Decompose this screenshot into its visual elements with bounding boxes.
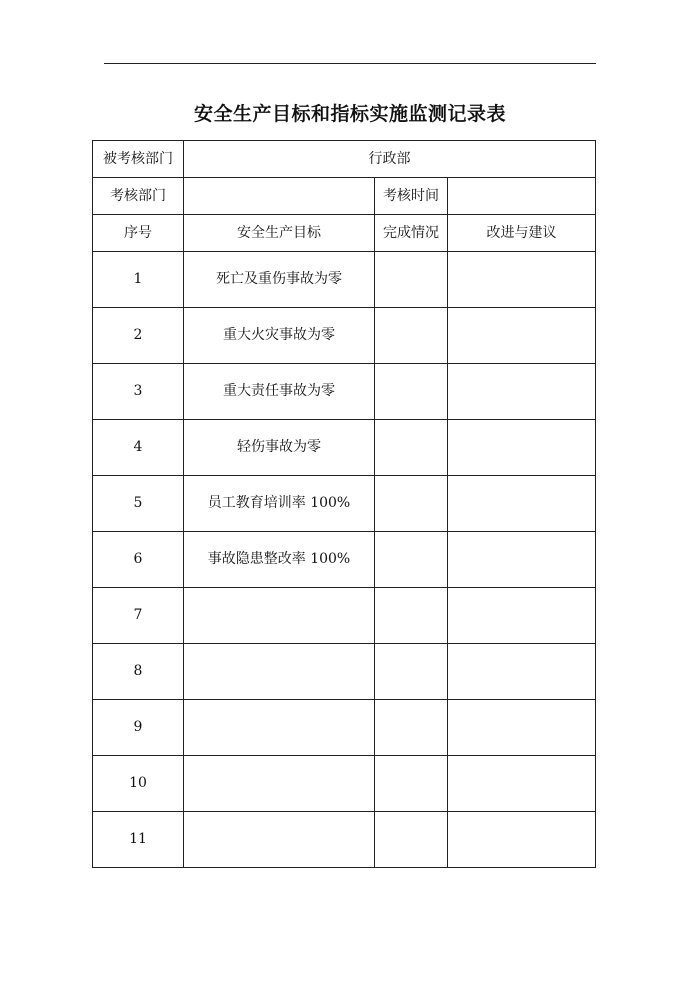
assessed-dept-value[interactable]: 行政部 [184, 141, 596, 178]
row-goal-cell: 事故隐患整改率 100% [184, 532, 375, 588]
row-goal-cell [184, 588, 375, 644]
assessed-dept-label: 被考核部门 [93, 141, 184, 178]
table-row [93, 420, 596, 476]
table-row [93, 308, 596, 364]
row-status-cell[interactable] [375, 756, 448, 812]
assessing-dept-field[interactable] [184, 178, 375, 215]
row-status-cell[interactable] [375, 252, 448, 308]
row-suggestion-cell[interactable] [448, 476, 596, 532]
row-suggestion-cell[interactable] [448, 420, 596, 476]
row-status-cell[interactable] [375, 476, 448, 532]
table-row [93, 588, 596, 644]
row-goal-cell [184, 756, 375, 812]
row-suggestion-cell[interactable] [448, 644, 596, 700]
row-status-cell[interactable] [375, 532, 448, 588]
row-goal-cell [184, 644, 375, 700]
document-title: 安全生产目标和指标实施监测记录表 [193, 103, 506, 125]
row-index-cell: 1 [93, 252, 184, 308]
row-index-cell: 7 [93, 588, 184, 644]
row-status-cell[interactable] [375, 644, 448, 700]
record-table-body [93, 141, 596, 868]
row-goal-cell: 死亡及重伤事故为零 [184, 252, 375, 308]
row-suggestion-cell[interactable] [448, 532, 596, 588]
row-index-cell: 11 [93, 812, 184, 868]
row-suggestion-cell[interactable] [448, 364, 596, 420]
row-suggestion-cell[interactable] [448, 308, 596, 364]
row-goal-cell: 员工教育培训率 100% [184, 476, 375, 532]
row-goal-cell [184, 812, 375, 868]
monitoring-record-table [92, 140, 596, 868]
row-index-cell: 2 [93, 308, 184, 364]
goal-column-header: 安全生产目标 [184, 215, 375, 252]
table-row [93, 252, 596, 308]
row-status-cell[interactable] [375, 700, 448, 756]
row-goal-cell: 重大责任事故为零 [184, 364, 375, 420]
row-status-cell[interactable] [375, 812, 448, 868]
table-row [93, 476, 596, 532]
row-status-cell[interactable] [375, 364, 448, 420]
row-index-cell: 6 [93, 532, 184, 588]
row-index-cell: 8 [93, 644, 184, 700]
row-index-cell: 5 [93, 476, 184, 532]
table-row [93, 700, 596, 756]
row-index-cell: 10 [93, 756, 184, 812]
assessing-dept-row [93, 178, 596, 215]
row-suggestion-cell[interactable] [448, 700, 596, 756]
column-header-row [93, 215, 596, 252]
status-column-header: 完成情况 [375, 215, 448, 252]
row-suggestion-cell[interactable] [448, 756, 596, 812]
row-goal-cell: 轻伤事故为零 [184, 420, 375, 476]
assess-time-label: 考核时间 [375, 178, 448, 215]
table-row [93, 756, 596, 812]
row-suggestion-cell[interactable] [448, 812, 596, 868]
header-rule [104, 63, 596, 64]
assessing-dept-label: 考核部门 [93, 178, 184, 215]
row-index-cell: 9 [93, 700, 184, 756]
table-row [93, 364, 596, 420]
row-index-cell: 3 [93, 364, 184, 420]
table-row [93, 644, 596, 700]
row-status-cell[interactable] [375, 588, 448, 644]
row-goal-cell [184, 700, 375, 756]
row-suggestion-cell[interactable] [448, 588, 596, 644]
row-status-cell[interactable] [375, 420, 448, 476]
row-status-cell[interactable] [375, 308, 448, 364]
row-index-cell: 4 [93, 420, 184, 476]
row-suggestion-cell[interactable] [448, 252, 596, 308]
assessed-dept-row [93, 141, 596, 178]
table-row [93, 812, 596, 868]
row-goal-cell: 重大火灾事故为零 [184, 308, 375, 364]
assess-time-field[interactable] [448, 178, 596, 215]
index-column-header: 序号 [93, 215, 184, 252]
table-row [93, 532, 596, 588]
suggestion-column-header: 改进与建议 [448, 215, 596, 252]
